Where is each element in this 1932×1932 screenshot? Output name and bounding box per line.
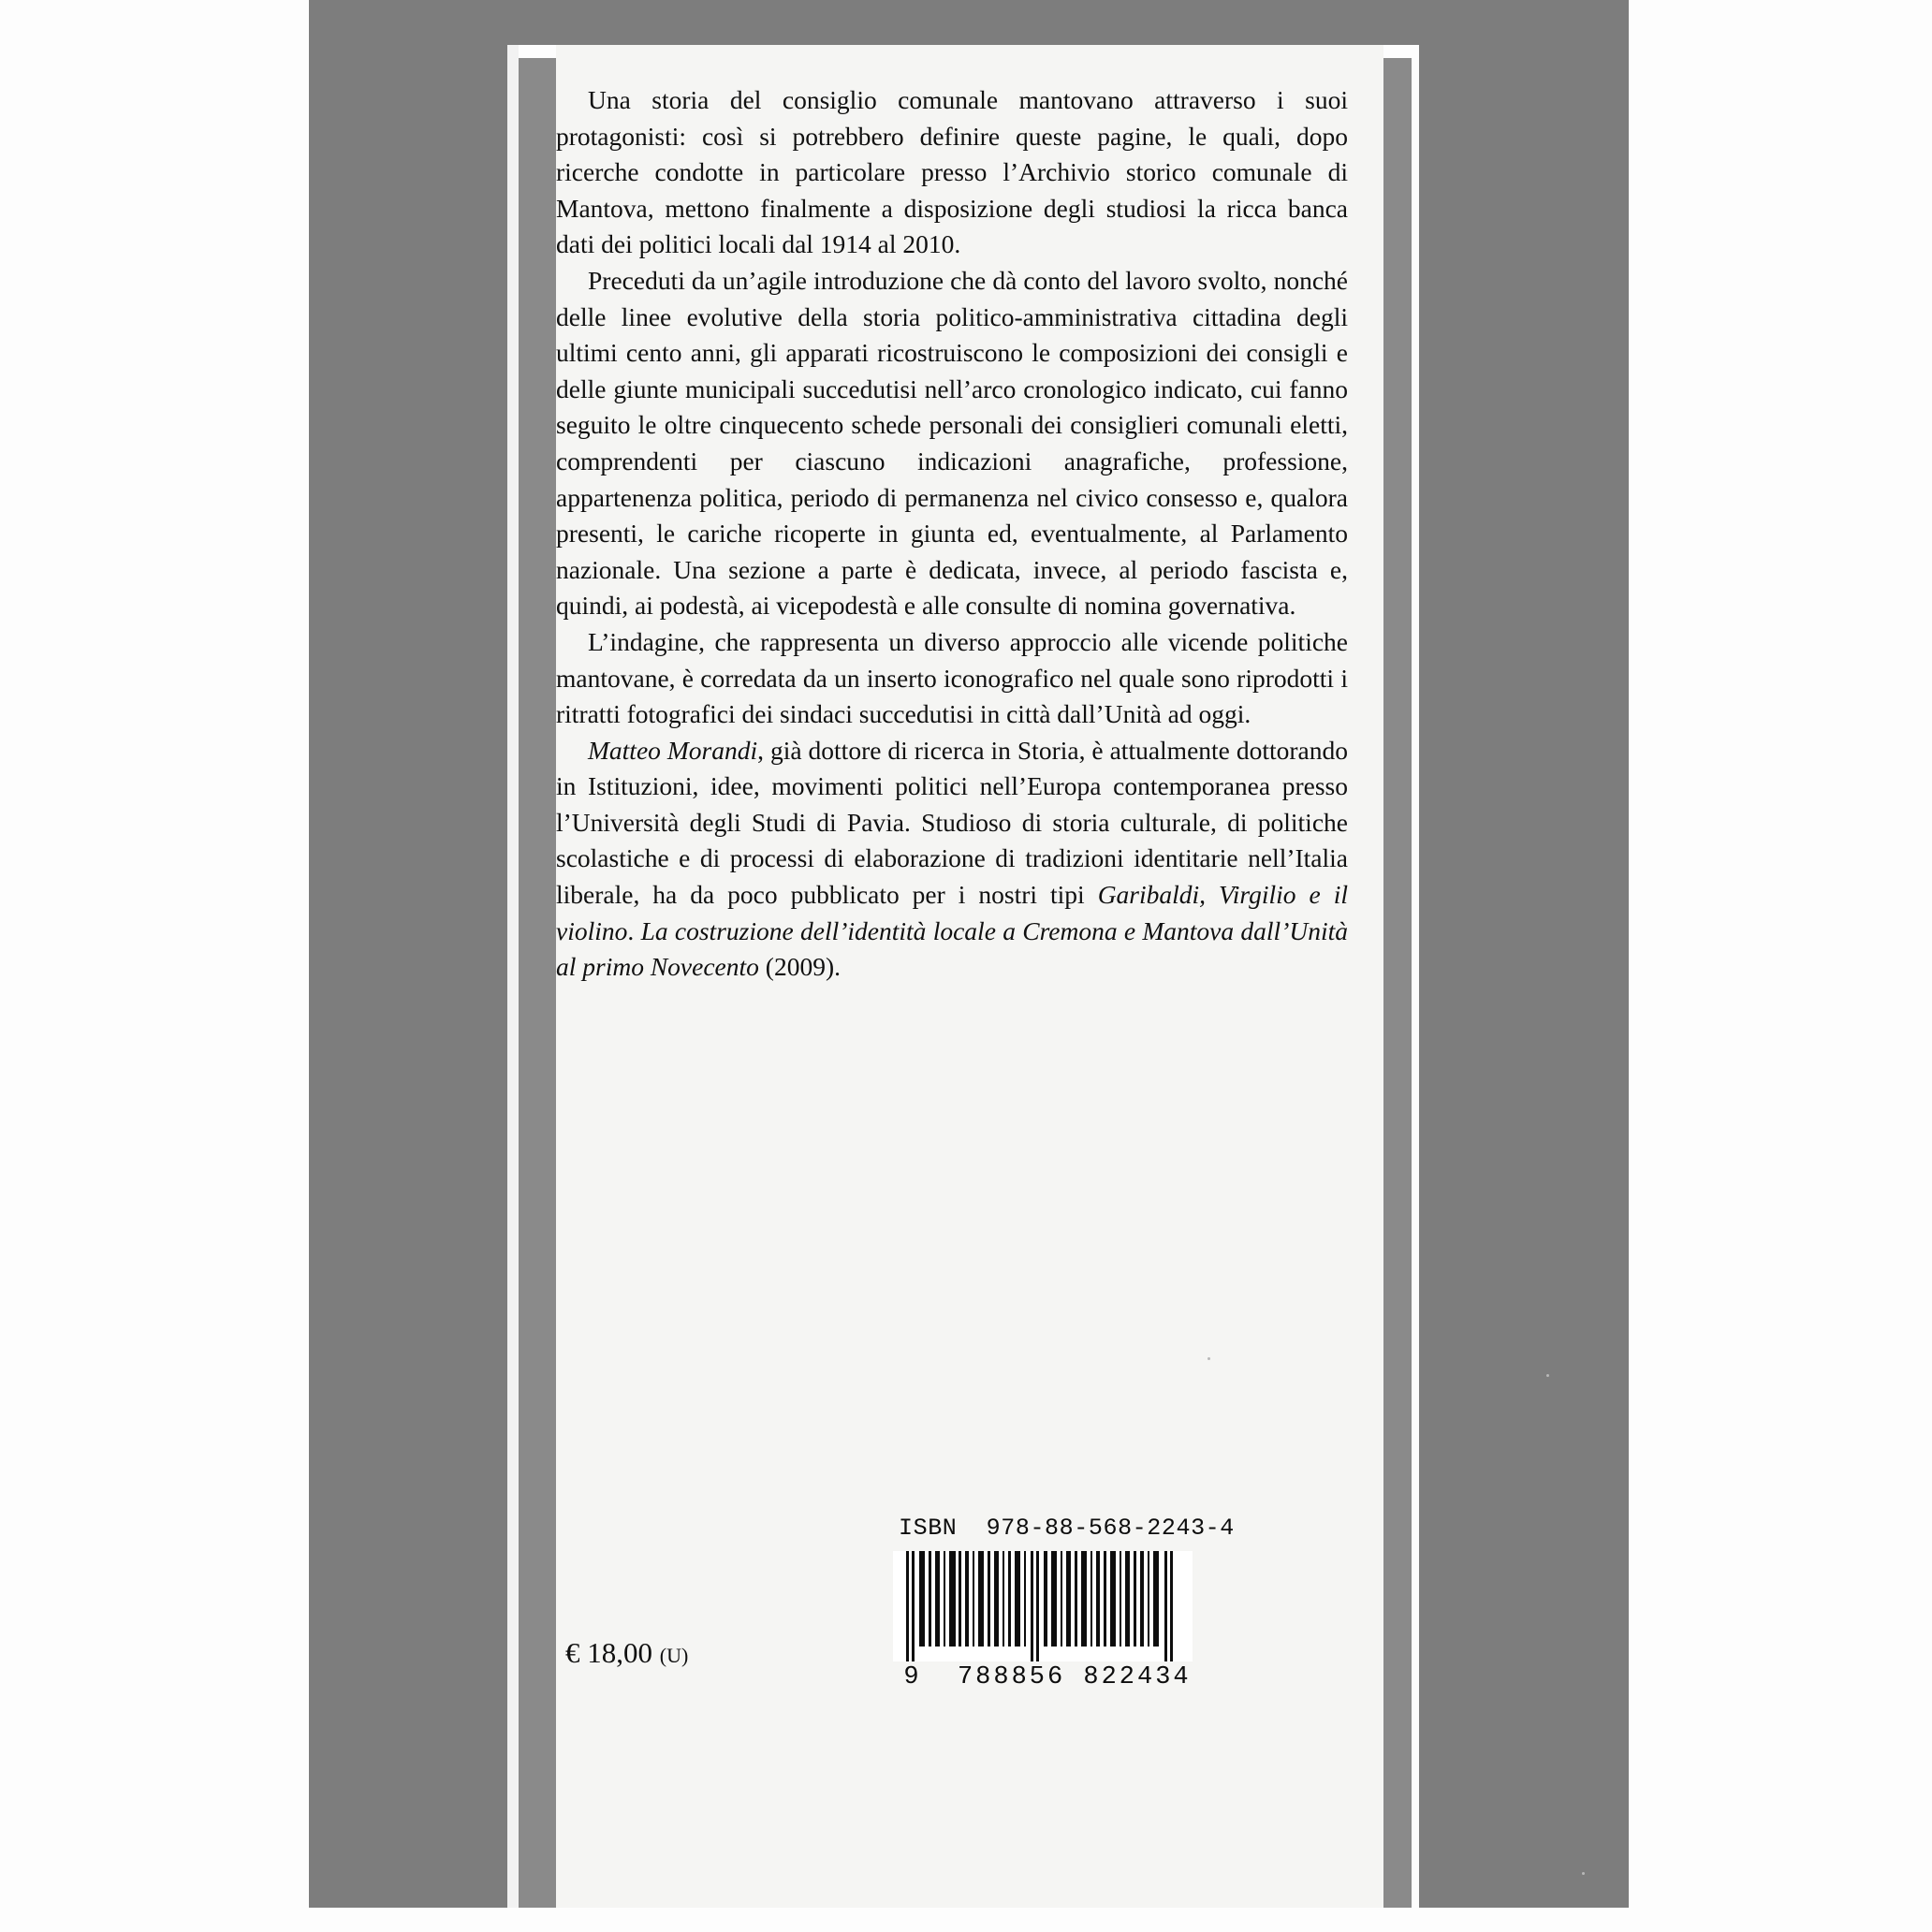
isbn-number: 978-88-568-2243-4 [986, 1515, 1235, 1542]
price-vat-code: (U) [659, 1644, 689, 1667]
blurb-paragraph-1: Una storia del consiglio comunale mantovano attraverso i suoi protagonisti: così si potrebbero definire queste pagine, le quali, dopo ricerche condotte in particolare presso l’Archivio storico comunale di Mantova, mettono finalmente a disposizione degli studiosi la ricca banca dati dei politici locali dal 1914 al 2010. [556, 85, 1348, 259]
price-line [565, 1636, 688, 1670]
cover-right-inner-grey-band [1383, 58, 1412, 1908]
scan-speck [1208, 1357, 1210, 1360]
scan-speck [1546, 1374, 1549, 1377]
author-note-text-1: , già dottore di ricerca in Storia, è attualmente dottorando in Istituzioni, idee, movimenti politici nell’Europa contemporanea presso l’Università degli Studi di Pavia. Studioso di storia culturale, di politiche scolastiche e di processi di elaborazione di tradizioni identitarie nell’Italia liberale, ha da poco pubblicato per i nostri tipi [556, 735, 1348, 910]
price-amount: € 18,00 [565, 1636, 652, 1669]
isbn-label: ISBN [899, 1515, 958, 1542]
author-work-title: Garibaldi, Virgilio e il violino [556, 880, 1348, 945]
barcode [893, 1551, 1193, 1661]
barcode-digits [893, 1663, 1202, 1691]
barcode-digit-body: 788856 822434 [957, 1663, 1192, 1691]
scan-speck [1582, 1872, 1585, 1875]
author-note-text-3: (2009). [758, 952, 841, 982]
author-note-text-2: . [627, 915, 641, 945]
barcode-bars-icon [893, 1551, 1193, 1661]
blurb-paragraph-3: L’indagine, che rappresenta un diverso approccio alle vicende politiche mantovane, è corredata da un inserto iconografico nel quale sono riprodotti i ritratti fotografici dei sindaci succedutisi in città dall’Unità ad oggi. [556, 626, 1348, 729]
cover-left-inner-grey-band [519, 58, 556, 1908]
cover-top-grey-band [309, 0, 1629, 45]
cover-right-grey-band [1419, 45, 1629, 1908]
isbn-line [893, 1515, 1235, 1542]
barcode-digit-prefix: 9 [903, 1663, 922, 1691]
isbn-block [893, 1515, 1235, 1691]
author-work-subtitle: La costruzione dell’identità locale a Cremona e Mantova dall’Unità al primo Novecento [556, 915, 1348, 982]
cover-left-grey-band [309, 45, 507, 1908]
cover-white-area [556, 45, 1383, 1908]
blurb-text-block [556, 82, 1383, 986]
cover-left-white-strip [507, 45, 519, 1908]
blurb-paragraph-2: Preceduti da un’agile introduzione che dà conto del lavoro svolto, nonché delle linee evolutive della storia politico-amministrativa cittadina degli ultimi cento anni, gli apparati ricostruiscono le composizioni dei consigli e delle giunte municipali succedutisi nell’arco cronologico indicato, cui fanno seguito le oltre cinquecento schede personali dei consiglieri comunali eletti, comprendenti per ciascuno indicazioni anagrafiche, professione, appartenenza politica, periodo di permanenza nel civico consesso e, qualora presenti, le cariche ricoperte in giunta ed, eventualmente, al Parlamento nazionale. Una sezione a parte è dedicata, invece, al periodo fascista e, quindi, ai podestà, ai vicepodestà e alle consulte di nomina governativa. [556, 265, 1348, 621]
author-name: Matteo Morandi [588, 735, 758, 765]
author-note [556, 733, 1348, 986]
